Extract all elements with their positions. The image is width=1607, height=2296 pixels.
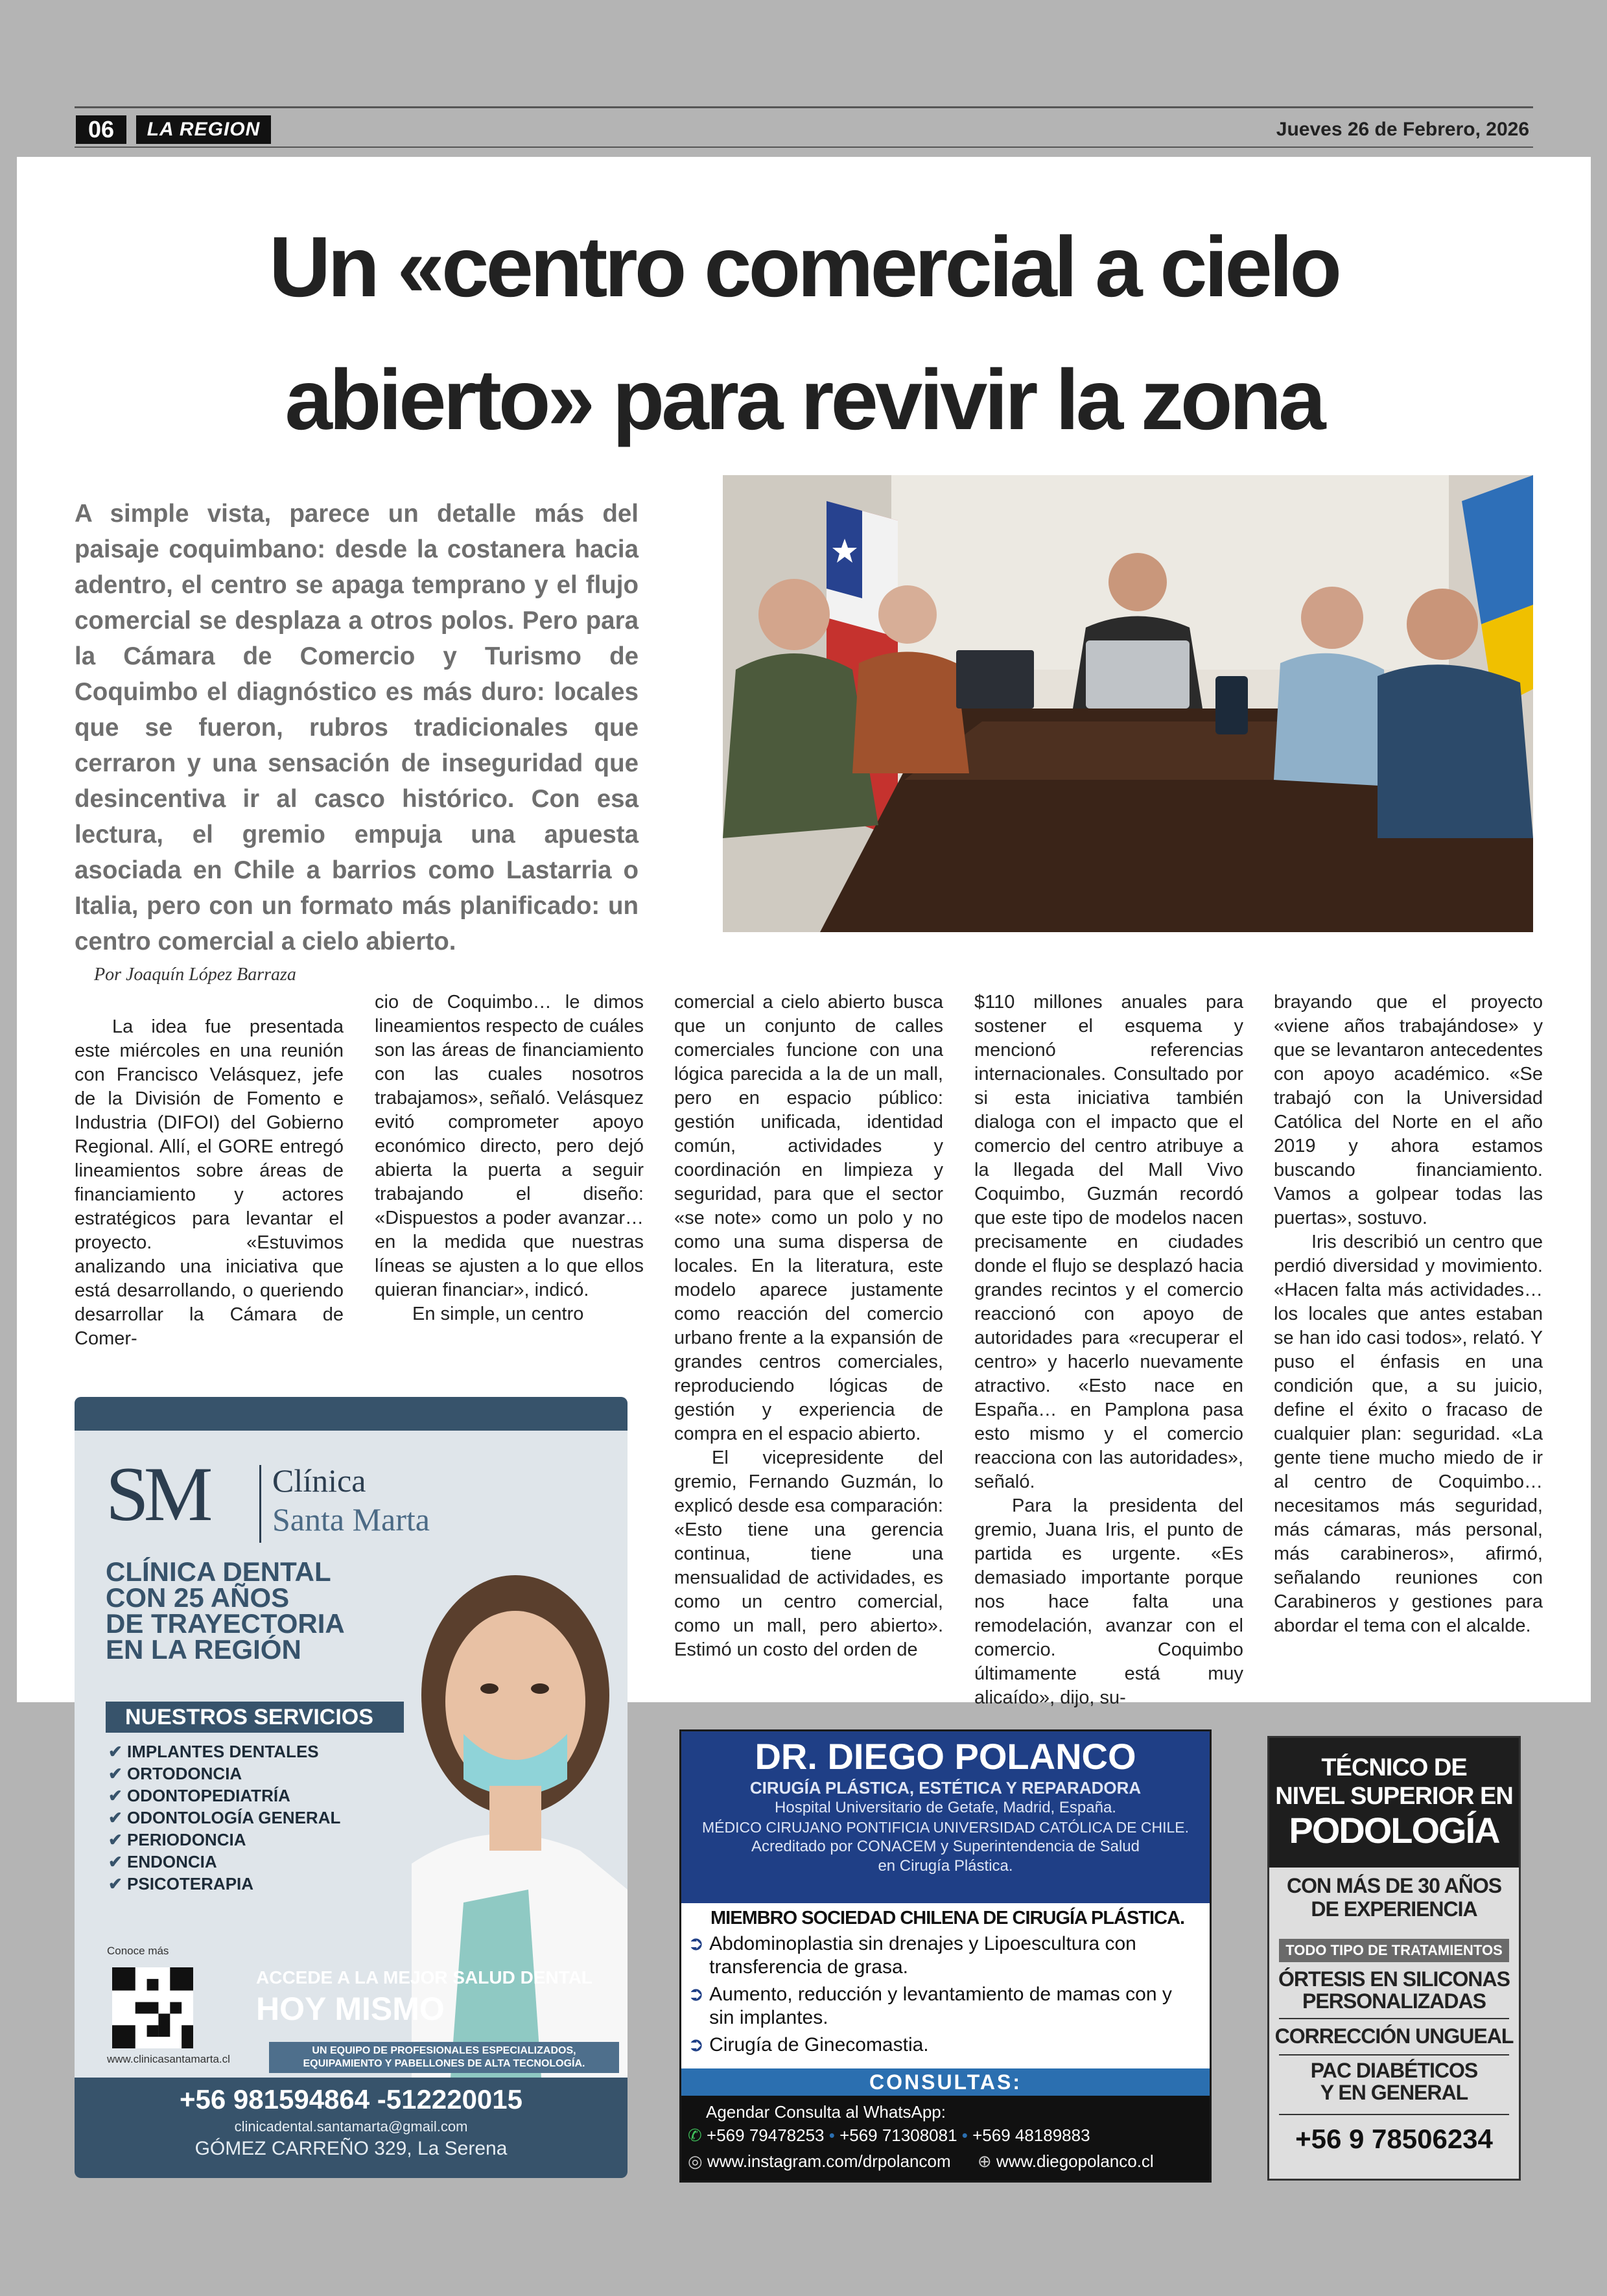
podology-service-3 xyxy=(1269,2059,1519,2103)
body-column-4 xyxy=(974,990,1243,1710)
podology-title-2: NIVEL SUPERIOR EN xyxy=(1275,1783,1513,1810)
whatsapp-label: Agendar Consulta al WhatsApp: xyxy=(706,2102,946,2122)
services-list xyxy=(108,1740,340,1895)
service-label: ODONTOPEDIATRÍA xyxy=(127,1786,290,1805)
clinic-tagline xyxy=(106,1556,345,1665)
surgeon-line-3: MÉDICO CIRUJANO PONTIFICIA UNIVERSIDAD CATÓLICA DE CHILE. xyxy=(701,1819,1189,1836)
qr-code-icon[interactable] xyxy=(112,1967,193,2048)
podology-header xyxy=(1269,1738,1519,1868)
conoce-label: Conoce más xyxy=(107,1945,169,1957)
service-item xyxy=(108,1740,340,1763)
header-rule-bottom xyxy=(75,146,1533,148)
check-icon: ✔ xyxy=(108,1830,128,1849)
arrow-icon: ➲ xyxy=(688,1984,705,2005)
service-item xyxy=(108,1873,340,1895)
paragraph: cio de Coquimbo… le dimos lineamientos respecto de cuáles son las áreas de financiamiento con las cuales nosotros trabajamos», señaló. Velásquez evitó comprometer apoyo económico directo, pero dejó abierta la puerta a seguir trabajando el diseño: «Dispuestos a poder avanzar… en la medida que nuestras líneas se ajusten a lo que ellos quieran financiar», indicó. xyxy=(375,992,644,1300)
clinic-phones[interactable]: +56 981594864 -512220015 xyxy=(179,2084,523,2114)
divider xyxy=(1279,2054,1509,2056)
surgeon-header xyxy=(681,1731,1210,1903)
arrow-icon: ➲ xyxy=(688,1933,705,1954)
surgeon-line-2: Hospital Universitario de Getafe, Madrid, España. xyxy=(775,1799,1116,1816)
clinic-address: GÓMEZ CARREÑO 329, La Serena xyxy=(194,2138,508,2159)
surgeon-line-5: en Cirugía Plástica. xyxy=(878,1857,1013,1875)
service-label: ORTODONCIA xyxy=(127,1764,242,1783)
procedure-item xyxy=(688,1983,1200,2030)
procedure-item xyxy=(688,1932,1200,1979)
page-number: 06 xyxy=(76,115,126,144)
team-text xyxy=(269,2042,619,2073)
services-title: NUESTROS SERVICIOS xyxy=(106,1702,404,1733)
byline: Por Joaquín López Barraza xyxy=(94,965,296,985)
article-lead: A simple vista, parece un detalle más del paisaje coquimbano: desde la costanera hacia adentro, el centro se apaga temprano y el flujo comercial se desplaza a otros polos. Pero para la Cámara de Comercio y Turismo de Coquimbo el diagnóstico es más duro: locales que se fueron, rubros tradicionales que cerraron y una sensación de inseguridad que desincentiva ir al casco histórico. Con esa lectura, el gremio empuja una apuesta asociada en Chile a barrios como Lastarria o Italia, pero con un formato más planificado: un centro comercial a cielo abierto. xyxy=(75,500,639,955)
service-label: PSICOTERAPIA xyxy=(127,1874,254,1893)
surgeon-name: DR. DIEGO POLANCO xyxy=(755,1736,1136,1777)
clinic-name-1: Clínica xyxy=(272,1462,366,1499)
clinic-logo-divider xyxy=(259,1465,261,1543)
check-icon: ✔ xyxy=(108,1786,128,1805)
website-link[interactable]: www.diegopolanco.cl xyxy=(996,2151,1154,2171)
tagline-line: DE TRAYECTORIA xyxy=(106,1608,345,1639)
procedure-label: Cirugía de Ginecomastia. xyxy=(709,2034,929,2056)
phone-3[interactable]: +569 48189883 xyxy=(972,2126,1090,2145)
podology-todo: TODO TIPO DE TRATAMIENTOS xyxy=(1279,1939,1509,1962)
article-title xyxy=(97,201,1510,466)
podology-experience xyxy=(1269,1874,1519,1921)
team-line: EQUIPAMIENTO Y PABELLONES DE ALTA TECNOLOGÍA. xyxy=(303,2058,585,2069)
cta-line-2: HOY MISMO xyxy=(256,1991,445,2027)
issue-date: Jueves 26 de Febrero, 2026 xyxy=(1276,119,1529,140)
paragraph: La idea fue presentada este miércoles en una reunión con Francisco Velásquez, jefe de la División de Fomento e Industria (DIFOI) del Gobierno Regional. Allí, el GORE entregó lineamientos sobre áreas de financiamiento y actores estratégicos para levantar el proyecto. «Estuvimos analizando una iniciativa que está desarrollando, o queriendo desarrollar la Cámara de Comer- xyxy=(75,1016,344,1349)
service-label: ENDONCIA xyxy=(127,1852,217,1871)
check-icon: ✔ xyxy=(108,1808,128,1827)
paragraph: $110 millones anuales para sostener el esquema y mencionó referencias internacionales. Consultado por si esta iniciativa también dialoga con el impacto que el comercio del centro atribuye a la llegada del Mall Vivo Coquimbo, Guzmán recordó que este tipo de modelos nacen precisamente en ciudades donde el flujo se desplazó hacia grandes recintos y el comercio reaccionó con apoyo de autoridades para «recuperar el centro» y hacerlo nuevamente atractivo. «Esto nace en España… en Pamplona pasa esto mismo y el comercio reacciona con las autoridades», señaló. xyxy=(974,992,1243,1492)
surgeon-line-4: Acreditado por CONACEM y Superintendencia de Salud xyxy=(751,1838,1140,1855)
phone-1[interactable]: +569 79478253 xyxy=(707,2126,825,2145)
tagline-line: EN LA REGIÓN xyxy=(106,1634,301,1665)
separator-dot: • xyxy=(828,2126,840,2145)
check-icon: ✔ xyxy=(108,1874,128,1893)
service-item xyxy=(108,1851,340,1873)
clinic-logo: SM xyxy=(106,1451,208,1537)
team-line: UN EQUIPO DE PROFESIONALES ESPECIALIZADOS, xyxy=(312,2045,576,2056)
procedure-label: Abdominoplastia sin drenajes y Lipoescultura con transferencia de grasa. xyxy=(709,1933,1136,1978)
instagram-icon: ◎ xyxy=(688,2151,703,2171)
service-line: ÓRTESIS EN SILICONAS xyxy=(1278,1967,1510,1991)
title-line-1: Un «centro comercial a cielo xyxy=(268,219,1339,314)
clinic-website[interactable]: www.clinicasantamarta.cl xyxy=(107,2053,230,2065)
procedures-list xyxy=(688,1932,1200,2057)
body-column-1 xyxy=(75,1015,344,1351)
whatsapp-phones xyxy=(688,2126,1090,2146)
experience-line: DE EXPERIENCIA xyxy=(1311,1897,1477,1921)
paragraph: comercial a cielo abierto busca que un conjunto de calles comerciales funcione con una lógica parecida a la de un mall, pero en espacio público: gestión unificada, identidad común, actividades y coordinación en limpieza y seguridad, para que el sector «se note» como un polo y no como una suma dispersa de locales. En la literatura, este modelo aparece justamente como reacción del comercio urbano frente a la expansión de grandes centros comerciales, reproduciendo lógicas de gestión y experiencia de compra en el espacio abierto. xyxy=(674,992,943,1444)
paragraph: Para la presidenta del gremio, Juana Iris, el punto de partida es urgente. «Es demasiado importante porque nos hace falta una remodelación, avanzar con el comercio. Coquimbo últimamente está muy alicaído», dijo, su- xyxy=(974,1495,1243,1708)
paragraph: brayando que el proyecto «viene años trabajándose» y que se levantaron antecedentes con apoyo académico. «Se trabajó con la Universidad Católica del Norte en el año 2019 y ahora estamos buscando financiamiento. Vamos a golpear todas las puertas», sostuvo. xyxy=(1274,992,1543,1228)
paragraph: En simple, un centro xyxy=(412,1304,584,1324)
ad-dr-diego-polanco[interactable] xyxy=(679,1729,1212,2183)
paragraph: El vicepresidente del gremio, Fernando Guzmán, lo explicó desde esa comparación: «Esto tiene una gerencia continua, tiene una mensualidad de actividades, es como un centro comercial, como un mall, pero abierto». Estimó un costo del orden de xyxy=(674,1447,943,1660)
podology-title-1: TÉCNICO DE xyxy=(1321,1754,1467,1781)
instagram-link[interactable]: www.instagram.com/drpolancom xyxy=(707,2151,951,2171)
title-line-2: abierto» para revivir la zona xyxy=(285,351,1323,447)
member-line: MIEMBRO SOCIEDAD CHILENA DE CIRUGÍA PLÁSTICA. xyxy=(710,1908,1185,1928)
body-column-3 xyxy=(674,990,943,1662)
divider xyxy=(1279,2018,1509,2019)
service-item xyxy=(108,1807,340,1829)
body-column-2 xyxy=(375,990,644,1326)
ad-clinica-santa-marta[interactable] xyxy=(75,1397,628,2178)
service-item xyxy=(108,1829,340,1851)
check-icon: ✔ xyxy=(108,1852,128,1871)
meeting-photo-art xyxy=(723,475,1533,932)
service-item xyxy=(108,1785,340,1807)
podology-title-3: PODOLOGÍA xyxy=(1289,1810,1499,1851)
procedure-item xyxy=(688,2033,1200,2057)
clinic-email[interactable]: clinicadental.santamarta@gmail.com xyxy=(234,2118,468,2135)
service-line: PERSONALIZADAS xyxy=(1302,1989,1486,2013)
whatsapp-icon: ✆ xyxy=(688,2126,702,2145)
arrow-icon: ➲ xyxy=(688,2034,705,2056)
surgeon-line-1: CIRUGÍA PLÁSTICA, ESTÉTICA Y REPARADORA xyxy=(749,1778,1142,1798)
service-label: IMPLANTES DENTALES xyxy=(127,1742,319,1761)
separator-dot: • xyxy=(961,2126,973,2145)
masthead: LA REGION xyxy=(136,115,271,144)
podology-service-1 xyxy=(1269,1968,1519,2012)
consultas-banner: CONSULTAS: xyxy=(681,2068,1210,2096)
check-icon: ✔ xyxy=(108,1764,128,1783)
tagline-line: CLÍNICA DENTAL xyxy=(106,1556,331,1587)
meeting-photo xyxy=(723,475,1533,932)
procedure-label: Aumento, reducción y levantamiento de mamas con y sin implantes. xyxy=(709,1984,1172,2028)
paragraph: Iris describió un centro que perdió diversidad y movimiento. «Hacen falta más actividades… los locales que antes estaban se han ido casi todos», relató. Y puso el énfasis en una condición que, a su juicio, define el éxito o fracaso de cualquier plan: seguridad. «La gente tiene mucho miedo de ir al centro de Coquimbo… necesitamos más seguridad, más cámaras, más personal, más carabineros», afirmó, señalando reuniones con Carabineros y gestiones para abordar el tema con el alcalde. xyxy=(1274,1232,1543,1636)
service-item xyxy=(108,1763,340,1785)
surgeon-contact xyxy=(681,2096,1210,2181)
check-icon: ✔ xyxy=(108,1742,128,1761)
social-links xyxy=(688,2151,1154,2172)
service-line: PAC DIABÉTICOS xyxy=(1310,2059,1478,2082)
podology-phone[interactable]: +56 9 78506234 xyxy=(1295,2124,1493,2154)
service-label: ODONTOLOGÍA GENERAL xyxy=(127,1808,341,1827)
cta-line-1: ACCEDE A LA MEJOR SALUD DENTAL xyxy=(256,1967,593,1987)
service-line: Y EN GENERAL xyxy=(1320,2081,1468,2104)
phone-2[interactable]: +569 71308081 xyxy=(839,2126,957,2145)
tagline-line: CON 25 AÑOS xyxy=(106,1582,290,1613)
experience-line: CON MÁS DE 30 AÑOS xyxy=(1286,1874,1502,1897)
globe-icon: ⊕ xyxy=(977,2151,992,2171)
header-rule-top xyxy=(75,106,1533,108)
podology-service-2: CORRECCIÓN UNGUEAL xyxy=(1274,2024,1514,2048)
body-column-5 xyxy=(1274,990,1543,1638)
clinic-name-2: Santa Marta xyxy=(272,1501,430,1538)
divider xyxy=(1279,2114,1509,2115)
service-label: PERIODONCIA xyxy=(127,1830,246,1849)
ad-podologia[interactable] xyxy=(1267,1736,1521,2181)
